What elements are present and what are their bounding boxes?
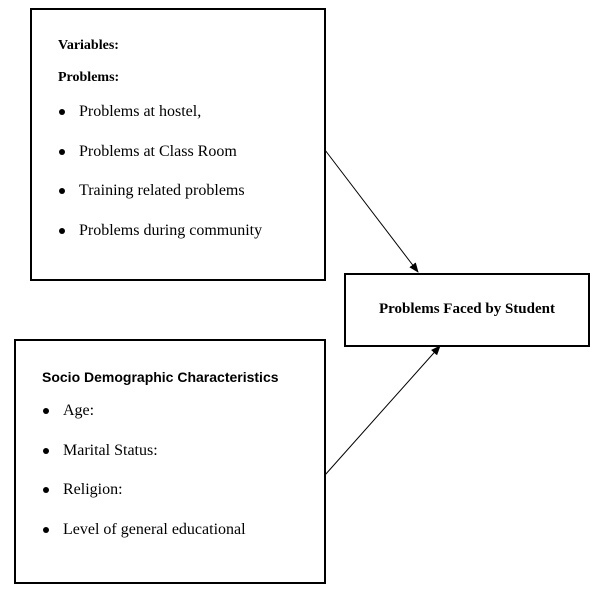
socio-list	[43, 401, 246, 559]
bullet-icon	[59, 188, 65, 194]
outcome-box	[344, 273, 590, 347]
bullet-icon	[59, 228, 65, 234]
problems-subtitle: Problems:	[58, 70, 120, 85]
list-item: Level of general educational	[43, 520, 246, 560]
bullet-icon	[59, 149, 65, 155]
bullet-icon	[43, 487, 49, 493]
bullet-icon	[43, 448, 49, 454]
socio-demographic-box	[14, 339, 326, 584]
bullet-icon	[43, 527, 49, 533]
outcome-label: Problems Faced by Student	[379, 301, 555, 317]
arrow-socio-to-outcome	[325, 346, 440, 475]
list-item: Marital Status:	[43, 441, 246, 481]
problems-list	[59, 102, 262, 260]
list-item: Religion:	[43, 480, 246, 520]
list-item: Problems during community	[59, 221, 262, 261]
bullet-icon	[43, 408, 49, 414]
variables-box	[30, 8, 326, 281]
list-item: Problems at Class Room	[59, 142, 262, 182]
variables-title: Variables:	[58, 38, 119, 53]
socio-title: Socio Demographic Characteristics	[42, 369, 279, 385]
list-item: Training related problems	[59, 181, 262, 221]
arrow-variables-to-outcome	[325, 150, 418, 272]
list-item: Age:	[43, 401, 246, 441]
bullet-icon	[59, 109, 65, 115]
list-item: Problems at hostel,	[59, 102, 262, 142]
